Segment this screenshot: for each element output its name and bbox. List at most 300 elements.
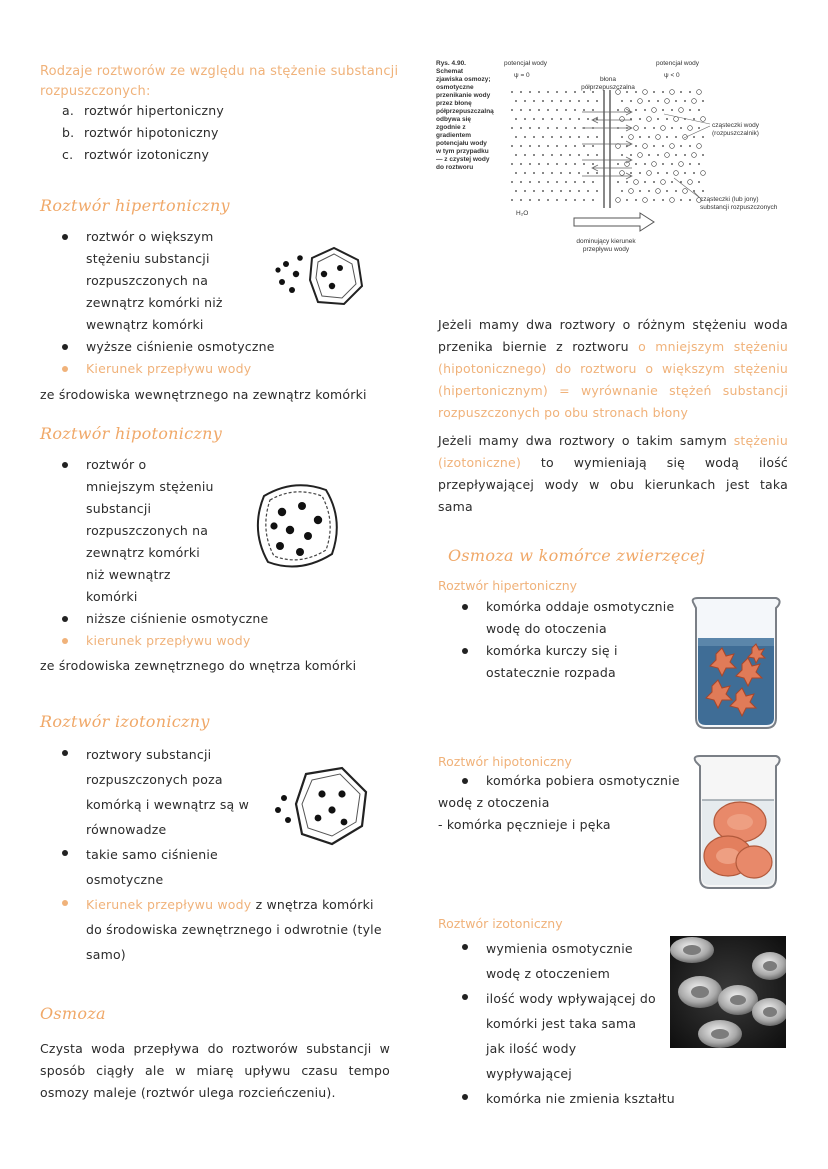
solute-dot <box>629 135 634 140</box>
animal-hypo-line-2: wodę z otoczenia <box>438 795 550 810</box>
water-dot <box>702 136 704 138</box>
water-dot <box>560 136 562 138</box>
animal-hypo-line-3: - komórka pęcznieje i pęka <box>438 817 611 832</box>
water-dot <box>524 190 526 192</box>
solute-dot <box>688 126 693 131</box>
animal-hypo-list <box>462 770 682 792</box>
water-dot <box>698 163 700 165</box>
water-dot <box>578 118 580 120</box>
water-dot <box>574 163 576 165</box>
water-dot <box>511 91 513 93</box>
solute-dot <box>647 171 652 176</box>
solute-dot <box>679 108 684 113</box>
solute-dot <box>652 108 657 113</box>
solute-dot <box>692 99 697 104</box>
solute-dot <box>674 171 679 176</box>
water-dot <box>657 118 659 120</box>
water-dot <box>583 145 585 147</box>
water-dot <box>520 181 522 183</box>
animal-hyper-list <box>462 596 682 684</box>
water-dot <box>556 163 558 165</box>
water-dot <box>630 100 632 102</box>
water-dot <box>644 127 646 129</box>
water-dot <box>689 145 691 147</box>
water-dot <box>551 172 553 174</box>
water-dot <box>529 199 531 201</box>
osmosis-diagram <box>504 82 740 238</box>
water-dot <box>569 172 571 174</box>
solute-dot <box>616 90 621 95</box>
hypo-bullet-1: roztwór o mniejszym stężeniu substancji rozpuszczonych na zewnątrz komórki niż wewnątrz komórki <box>62 454 262 608</box>
iso-heading: Roztwór izotoniczny <box>40 712 210 731</box>
water-dot <box>596 100 598 102</box>
solute-dot <box>616 198 621 203</box>
water-dot <box>592 199 594 201</box>
solute-dot <box>661 180 666 185</box>
water-dot <box>617 181 619 183</box>
water-dot <box>578 100 580 102</box>
shrunk-cell-drawing <box>274 244 370 308</box>
water-dot <box>569 136 571 138</box>
water-dot <box>662 109 664 111</box>
water-dot <box>524 118 526 120</box>
water-dot <box>617 109 619 111</box>
water-dot <box>524 172 526 174</box>
water-dot <box>538 109 540 111</box>
solute-molecules-label: cząsteczki (lub jony) substancji rozpuszczonych <box>700 196 778 211</box>
solute-dot <box>643 90 648 95</box>
animal-hyper-bullet-2: komórka kurczy się i ostatecznie rozpada <box>462 640 682 684</box>
water-dot <box>621 136 623 138</box>
water-dot <box>551 190 553 192</box>
pointer-lines <box>664 114 710 198</box>
water-dot <box>565 109 567 111</box>
osmoza-paragraph: Czysta woda przepływa do roztworów substancji w sposób ciągły ale w miarę upływu czasu tempo osmozy maleje (roztwór ulega rozcieńczeniu). <box>40 1041 390 1100</box>
water-dot <box>551 100 553 102</box>
beaker-hypotonic-drawing <box>692 752 784 892</box>
water-dot <box>529 91 531 93</box>
water-dot <box>533 154 535 156</box>
water-dot <box>542 172 544 174</box>
water-dot <box>596 154 598 156</box>
water-dot <box>542 136 544 138</box>
solute-dot <box>697 198 702 203</box>
water-dot <box>551 118 553 120</box>
water-dot <box>524 154 526 156</box>
animal-iso-bullet-1: wymienia osmotycznie wodę z otoczeniem <box>462 936 682 986</box>
water-dot <box>551 154 553 156</box>
water-dot <box>583 109 585 111</box>
animal-heading: Osmoza w komórce zwierzęcej <box>448 546 706 565</box>
water-dot <box>583 91 585 93</box>
water-dot <box>626 199 628 201</box>
water-dot <box>569 154 571 156</box>
water-dot <box>702 190 704 192</box>
water-dot <box>565 181 567 183</box>
red-blood-cells-micrograph <box>670 936 786 1048</box>
water-dot <box>529 109 531 111</box>
water-dot <box>583 181 585 183</box>
water-dot <box>635 163 637 165</box>
water-dot <box>538 199 540 201</box>
water-dot <box>520 145 522 147</box>
water-dot <box>630 154 632 156</box>
water-dot <box>675 136 677 138</box>
water-dot <box>538 145 540 147</box>
water-dot <box>671 109 673 111</box>
solute-dot <box>665 153 670 158</box>
hyper-bullet-1: roztwór o większym stężeniu substancji rozpuszczonych na zewnątrz komórki niż wewnątrz komórki <box>62 226 292 336</box>
water-dot <box>648 154 650 156</box>
water-dot <box>653 145 655 147</box>
psi-right-label: ψ < 0 <box>664 72 680 79</box>
psi-left-label: ψ = 0 <box>514 72 530 79</box>
dominant-flow-arrow <box>574 213 654 231</box>
water-dot <box>684 100 686 102</box>
water-dot <box>662 199 664 201</box>
water-dot <box>596 172 598 174</box>
water-dot <box>560 154 562 156</box>
water-dot <box>666 136 668 138</box>
water-dot <box>592 163 594 165</box>
water-dot <box>574 109 576 111</box>
water-dot <box>698 127 700 129</box>
swollen-cell-drawing <box>244 474 348 578</box>
water-dot <box>583 163 585 165</box>
normal-cell-drawing <box>272 764 372 848</box>
water-dot <box>693 190 695 192</box>
water-dot <box>547 163 549 165</box>
osmoza-heading: Osmoza <box>40 1004 106 1023</box>
water-dot <box>635 109 637 111</box>
water-dot <box>533 136 535 138</box>
water-dot <box>524 100 526 102</box>
water-dot <box>529 181 531 183</box>
water-dots-left <box>511 91 598 201</box>
paragraph-same-concentration: Jeżeli mamy dwa roztwory o takim samym stężeniu (izotoniczne) to wymieniają się wodą ilość przepływającej wody w obu kierunkach jest taka sama <box>438 433 788 514</box>
paragraph-different-concentrations: Jeżeli mamy dwa roztwory o różnym stężeniu woda przenika biernie z roztworu o mniejszym stężeniu (hipotonicznego) do roztworu o większym stężeniu (hipertonicznym) = wyrównanie stężeń substancji rozpuszczonych po obu stronach błony <box>438 317 788 420</box>
water-dot <box>515 172 517 174</box>
water-dot <box>542 118 544 120</box>
water-dot <box>635 199 637 201</box>
solute-dot <box>656 189 661 194</box>
water-dot <box>578 172 580 174</box>
water-dot <box>524 136 526 138</box>
hyper-bullet-2: wyższe ciśnienie osmotyczne <box>62 336 292 358</box>
solute-dot <box>656 135 661 140</box>
water-dot <box>542 154 544 156</box>
water-dot <box>662 91 664 93</box>
water-dot <box>702 100 704 102</box>
solute-dot <box>661 126 666 131</box>
water-dot <box>565 199 567 201</box>
water-dot <box>684 154 686 156</box>
water-dot <box>693 136 695 138</box>
water-dot <box>621 100 623 102</box>
water-dot <box>666 190 668 192</box>
water-dot <box>592 181 594 183</box>
potential-right-label: potencjał wody <box>656 60 699 67</box>
water-dot <box>675 190 677 192</box>
solute-dot <box>670 90 675 95</box>
water-dot <box>587 118 589 120</box>
hyper-list <box>62 226 292 380</box>
animal-iso-bullet-2: ilość wody wpływającej do komórki jest taka sama jak ilość wody wypływającej <box>462 986 682 1086</box>
water-dot <box>560 172 562 174</box>
water-dot <box>511 145 513 147</box>
water-dot <box>587 100 589 102</box>
water-dot <box>578 136 580 138</box>
water-dot <box>698 109 700 111</box>
water-dot <box>657 100 659 102</box>
water-dot <box>653 127 655 129</box>
water-dot <box>626 181 628 183</box>
water-dot <box>547 127 549 129</box>
water-dot <box>644 109 646 111</box>
water-dot <box>689 91 691 93</box>
water-dot <box>520 163 522 165</box>
solute-dot <box>643 144 648 149</box>
water-dot <box>648 136 650 138</box>
water-dot <box>684 172 686 174</box>
water-dot <box>635 145 637 147</box>
water-dot <box>662 163 664 165</box>
water-dot <box>565 127 567 129</box>
solute-dot <box>692 153 697 158</box>
solute-dot <box>620 117 625 122</box>
water-dot <box>644 163 646 165</box>
water-dot <box>648 190 650 192</box>
solute-dot <box>674 117 679 122</box>
solute-dot <box>697 144 702 149</box>
solute-dot <box>643 198 648 203</box>
water-dot <box>515 154 517 156</box>
water-dot <box>621 154 623 156</box>
water-dot <box>560 118 562 120</box>
water-dot <box>533 100 535 102</box>
water-dot <box>547 109 549 111</box>
water-dot <box>560 190 562 192</box>
water-dot <box>538 127 540 129</box>
water-dot <box>565 145 567 147</box>
h2o-label: H₂O <box>516 210 529 217</box>
water-dot <box>511 127 513 129</box>
water-dot <box>511 163 513 165</box>
water-dot <box>556 145 558 147</box>
intro-list <box>62 100 362 166</box>
water-dot <box>578 154 580 156</box>
water-dot <box>551 136 553 138</box>
intro-item-a: a. roztwór hipertoniczny <box>62 103 225 118</box>
water-dot <box>533 190 535 192</box>
potential-left-label: potencjał wody <box>504 60 547 67</box>
water-dot <box>666 118 668 120</box>
water-dot <box>515 100 517 102</box>
water-dot <box>639 136 641 138</box>
water-dot <box>630 172 632 174</box>
animal-hypo-bullet-1: komórka pobiera osmotycznie <box>462 770 682 792</box>
animal-hyper-bullet-1: komórka oddaje osmotycznie wodę do otoczenia <box>462 596 682 640</box>
hyper-bullet-3: Kierunek przepływu wody <box>62 358 292 380</box>
water-dot <box>653 181 655 183</box>
water-dot <box>560 100 562 102</box>
water-dot <box>689 109 691 111</box>
water-dot <box>693 118 695 120</box>
water-dot <box>592 109 594 111</box>
solute-dot <box>683 189 688 194</box>
animal-hypo-title: Roztwór hipotoniczny <box>438 754 572 769</box>
iso-bullet-2: takie samo ciśnienie osmotyczne <box>62 842 382 892</box>
water-dot <box>538 181 540 183</box>
water-dot <box>635 91 637 93</box>
water-dot <box>671 163 673 165</box>
water-dot <box>556 127 558 129</box>
water-dot <box>666 172 668 174</box>
water-dot <box>592 145 594 147</box>
water-dot <box>542 100 544 102</box>
water-dot <box>533 118 535 120</box>
hypo-bullet-3: kierunek przepływu wody <box>62 630 346 652</box>
water-dot <box>587 172 589 174</box>
water-dot <box>538 91 540 93</box>
water-dot <box>680 127 682 129</box>
hyper-after: ze środowiska wewnętrznego na zewnątrz komórki <box>40 387 367 402</box>
water-dot <box>556 91 558 93</box>
water-dot <box>556 181 558 183</box>
water-dot <box>592 91 594 93</box>
iso-bullet-1: roztwory substancji rozpuszczonych poza komórką i wewnątrz są w równowadze <box>62 742 382 842</box>
solute-dot <box>679 162 684 167</box>
solute-dot <box>634 180 639 185</box>
water-dot <box>693 172 695 174</box>
flow-label: dominujący kierunek przepływu wody <box>576 238 636 253</box>
solute-dot <box>701 171 706 176</box>
water-dot <box>515 136 517 138</box>
solute-dot <box>620 171 625 176</box>
water-dot <box>520 199 522 201</box>
solute-dot <box>638 153 643 158</box>
water-dot <box>675 100 677 102</box>
intro-item-b: b. roztwór hipotoniczny <box>62 125 219 140</box>
hypo-heading: Roztwór hipotoniczny <box>40 424 223 443</box>
water-dot <box>671 181 673 183</box>
water-dot <box>587 190 589 192</box>
water-dot <box>511 199 513 201</box>
water-dot <box>653 199 655 201</box>
water-dot <box>511 181 513 183</box>
water-dot <box>515 118 517 120</box>
water-dot <box>639 190 641 192</box>
hyper-heading: Roztwór hipertoniczny <box>40 196 230 215</box>
solute-dot <box>670 144 675 149</box>
iso-bullet-3: Kierunek przepływu wody z wnętrza komórki do środowiska zewnętrznego i odwrotnie (tyle samo) <box>62 892 382 967</box>
intro-item-c: c. roztwór izotoniczny <box>62 147 210 162</box>
water-dot <box>587 154 589 156</box>
water-dot <box>556 109 558 111</box>
solute-dot <box>688 180 693 185</box>
solute-dot <box>701 117 706 122</box>
water-dot <box>574 199 576 201</box>
animal-iso-title: Roztwór izotoniczny <box>438 916 563 931</box>
water-dot <box>547 91 549 93</box>
water-dot <box>621 190 623 192</box>
water-dot <box>617 163 619 165</box>
water-dot <box>569 100 571 102</box>
water-dot <box>648 100 650 102</box>
water-dot <box>657 172 659 174</box>
solute-dot <box>652 162 657 167</box>
water-dot <box>583 199 585 201</box>
water-dot <box>520 91 522 93</box>
water-dot <box>639 172 641 174</box>
water-dot <box>547 181 549 183</box>
water-dot <box>698 181 700 183</box>
solute-dot <box>697 90 702 95</box>
water-dot <box>574 127 576 129</box>
solute-dot <box>647 117 652 122</box>
water-dot <box>520 127 522 129</box>
water-dot <box>515 190 517 192</box>
water-dot <box>511 109 513 111</box>
beaker-hypertonic-drawing <box>688 594 784 732</box>
water-dot <box>520 109 522 111</box>
water-dot <box>689 199 691 201</box>
water-dot <box>578 190 580 192</box>
water-dot <box>639 118 641 120</box>
water-dot <box>538 163 540 165</box>
hypo-bullet-2: niższe ciśnienie osmotyczne <box>62 608 346 630</box>
animal-hyper-title: Roztwór hipertoniczny <box>438 578 578 593</box>
water-dot <box>596 118 598 120</box>
water-dot <box>657 154 659 156</box>
water-dot <box>626 91 628 93</box>
solute-dot <box>665 99 670 104</box>
water-dot <box>574 145 576 147</box>
solute-dot <box>638 99 643 104</box>
water-dot <box>529 127 531 129</box>
water-molecules-label: cząsteczki wody (rozpuszczalnik) <box>712 122 759 137</box>
water-dot <box>569 190 571 192</box>
water-dot <box>675 154 677 156</box>
water-dot <box>680 91 682 93</box>
solute-dot <box>670 198 675 203</box>
hypo-list <box>62 454 269 652</box>
solute-dot <box>629 189 634 194</box>
water-dot <box>574 181 576 183</box>
water-dot <box>556 199 558 201</box>
intro-title: Rodzaje roztworów ze względu na stężenie substancji rozpuszczonych: <box>40 64 399 99</box>
animal-iso-list <box>462 936 682 1111</box>
mixed-dots-right <box>616 90 706 203</box>
water-dot <box>689 163 691 165</box>
water-dot <box>565 163 567 165</box>
water-dot <box>702 154 704 156</box>
water-dot <box>533 172 535 174</box>
water-dot <box>565 91 567 93</box>
water-dot <box>653 91 655 93</box>
water-dot <box>569 118 571 120</box>
water-dot <box>547 199 549 201</box>
water-dot <box>547 145 549 147</box>
figure-caption: Rys. 4.90. Schemat zjawiska osmozy; osmotyczne przenikanie wody przez błonę półprzepuszczalną odbywa się zgodnie z gradientem potencjału wody w tym przypadku — z czystej wody do roztworu <box>436 60 494 171</box>
water-dot <box>529 163 531 165</box>
animal-iso-bullet-3: komórka nie zmienia kształtu <box>462 1086 682 1111</box>
water-dot <box>662 145 664 147</box>
solute-dot <box>634 126 639 131</box>
water-dot <box>574 91 576 93</box>
water-dot <box>671 127 673 129</box>
water-dot <box>587 136 589 138</box>
